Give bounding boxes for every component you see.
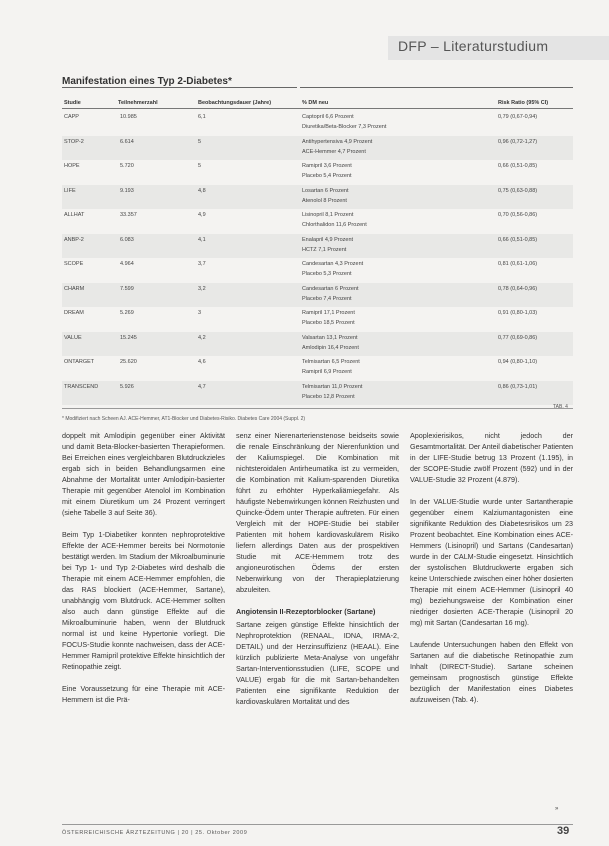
paragraph: Eine Voraussetzung für eine Therapie mit ACE-Hemmern ist die Prä- [62, 684, 225, 704]
table-row [62, 307, 573, 332]
cell-dauer: 4,6 [198, 359, 206, 365]
subheading: Angiotensin II-Rezeptorblocker (Sartane) [236, 607, 376, 616]
cell-dm-line-1: Telmisartan 6,5 Prozent [302, 359, 360, 365]
cell-dm-line-2: Placebo 5,3 Prozent [302, 271, 352, 277]
section-title: DFP – Literaturstudium [398, 38, 549, 54]
cell-dm-line-2: HCTZ 7,1 Prozent [302, 246, 347, 253]
table-row [62, 160, 573, 185]
cell-dm-line-1: Antihypertensiva 4,9 Prozent [302, 138, 373, 145]
text-column-2 [236, 430, 399, 718]
cell-studie: ANBP-2 [64, 236, 84, 243]
cell-dm-line-1: Captopril 6,6 Prozent [302, 114, 354, 120]
paragraph: Laufende Untersuchungen haben den Effekt von Sartanen auf die diabetische Retinopathie zum Inhalt (DIRECT-Studie). Sartane scheinen gemeinsam prognostisch günstige Effekte bezüglich der Manifestation eines Diabetes aufzuweisen (Tab. 4). [410, 640, 573, 704]
cell-dm-line-2: Chlorthalidon 11,6 Prozent [302, 222, 367, 228]
cell-risk: 0,78 (0,64-0,96) [498, 285, 538, 292]
cell-teilnehmer: 33.357 [120, 212, 137, 218]
cell-dm-line-2: Amlodipin 16,4 Prozent [302, 344, 359, 351]
cell-studie: ALLHAT [64, 212, 85, 218]
cell-dauer: 4,9 [198, 212, 206, 218]
cell-dauer: 5 [198, 163, 202, 169]
cell-teilnehmer: 15.245 [120, 334, 137, 341]
cell-teilnehmer: 6.083 [120, 236, 134, 243]
cell-risk: 0,79 (0,67-0,94) [498, 114, 538, 120]
col-header-risk: Risk Ratio (95% CI) [498, 100, 549, 106]
cell-dm-line-1: Ramipril 3,6 Prozent [302, 163, 352, 169]
col-header-dauer: Beobachtungsdauer (Jahre) [198, 100, 272, 106]
table-end-rule [62, 408, 573, 409]
cell-dauer: 3,7 [198, 261, 206, 267]
cell-dm-line-1: Telmisartan 11,0 Prozent [302, 383, 363, 390]
page-number: 39 [557, 825, 570, 837]
cell-studie: CHARM [64, 285, 85, 292]
col-header-dm: % DM neu [302, 100, 329, 106]
cell-teilnehmer: 25.620 [120, 359, 137, 365]
paragraph: Sartane zeigen günstige Effekte hinsichtlich der Nephroprotektion (RENAAL, IDNA, IRMA-2, DETAIL) und der Herzinsuffizienz (HEAAL). Eine kürzlich publizierte Meta-Analyse von ungefähr Sartan-Interventionsstudien (LIFE, SCOPE und VALUE) ergab für die mit Sartan-behandelten Patienten eine signifikante Reduktion der kardiovaskulären Mortalität und des [236, 620, 399, 706]
cell-risk: 0,86 (0,73-1,01) [498, 383, 538, 390]
cell-risk: 0,81 (0,61-1,06) [498, 261, 538, 267]
cell-teilnehmer: 5.720 [120, 163, 134, 169]
col-header-teilnehmer: Teilnehmerzahl [118, 100, 158, 106]
cell-studie: VALUE [64, 334, 82, 341]
table-row [62, 185, 573, 210]
cell-dauer: 4,7 [198, 383, 206, 390]
table-footnote: * Modifiziert nach Scheen AJ. ACE-Hemmer, AT1-Blocker und Diabetes-Risiko. Diabetes Care 2004 (Suppl. 2) [62, 416, 306, 422]
cell-dauer: 6,1 [198, 114, 206, 120]
table-row [62, 332, 573, 357]
cell-dm-line-2: Diuretika/Beta-Blocker 7,3 Prozent [302, 124, 387, 130]
cell-dauer: 3 [198, 310, 202, 316]
cell-studie: ONTARGET [64, 359, 95, 365]
table-label: TAB. 4 [553, 404, 568, 410]
paragraph: Apoplexierisikos, nicht jedoch der Gesamtmortalität. Der Anteil diabetischer Patienten in der LIFE-Studie betrug 13 Prozent (1.195), in der SCOPE-Studie zwölf Prozent (592) und in der VALUE-Studie 32 Prozent (4.879). [410, 431, 573, 484]
cell-dm-line-2: Placebo 7,4 Prozent [302, 295, 352, 302]
footer-publication: ÖSTERREICHISCHE ÄRZTEZEITUNG | 20 | 25. Oktober 2009 [62, 830, 248, 836]
cell-dauer: 4,2 [198, 334, 206, 341]
paragraph: doppelt mit Amlodipin gegenüber einer Aktivität und damit Beta-Blocker-basierten Therapieformen. Bei Erreichen eines vergleichbaren Blutdruckzieles ergab sich in beiden Behandlungsarmen eine Abnahme der Mortalität unter Amlodipin-basierter Therapie mit gegenüber Atenolol im Kombination mit einem Diuretikum um 24 Prozent verringert (siehe Tabelle 3 auf Seite 36). [62, 431, 225, 517]
cell-teilnehmer: 4.964 [120, 261, 134, 267]
table-title: Manifestation eines Typ 2-Diabetes* [62, 76, 232, 87]
end-mark: » [555, 806, 559, 812]
table-row [62, 356, 573, 381]
cell-dm-line-1: Enalapril 4,9 Prozent [302, 236, 354, 243]
cell-teilnehmer: 9.193 [120, 187, 134, 194]
table-row [62, 283, 573, 308]
table-row [62, 381, 573, 406]
cell-risk: 0,91 (0,80-1,03) [498, 310, 538, 316]
cell-studie: CAPP [64, 114, 79, 120]
cell-risk: 0,96 (0,72-1,27) [498, 138, 538, 145]
cell-dauer: 5 [198, 138, 202, 145]
cell-teilnehmer: 7.599 [120, 285, 134, 292]
cell-dm-line-1: Candesartan 6 Prozent [302, 285, 359, 292]
cell-dm-line-1: Candesartan 4,3 Prozent [302, 261, 364, 267]
paragraph: In der VALUE-Studie wurde unter Sartantherapie gegenüber einem Kalziumantagonisten eine signifikante Reduktion des Diabetesrisikos um 23 Prozent beobachtet. Eine Kombination eines ACE-Hemmers (Lisinopril) und Sartans (Candesartan) wurde in der CALM-Studie eingesetzt. Hinsichtlich der systolischen Blutdruckwerte ergaben sich keine Unterschiede zwischen einer höher dosierten Therapie mit einem ACE-Hemmer (Lisinopril 40 mg) beziehungsweise der Kombination einer niedriger dosierten ACE-Therapie (Lisinopril 20 mg) mit Sartan (Candesartan 16 mg). [410, 497, 574, 627]
table-row [62, 111, 573, 136]
cell-teilnehmer: 5.926 [120, 383, 134, 390]
cell-studie: DREAM [64, 310, 84, 316]
cell-risk: 0,70 (0,56-0,86) [498, 212, 538, 218]
title-rule-right [300, 87, 573, 88]
cell-dm-line-1: Lisinopril 8,1 Prozent [302, 212, 354, 218]
cell-dm-line-2: Ramipril 6,9 Prozent [302, 369, 352, 375]
table-row [62, 136, 573, 161]
cell-dm-line-1: Valsartan 13,1 Prozent [302, 334, 358, 341]
cell-dm-line-2: Placebo 5,4 Prozent [302, 173, 352, 179]
cell-dm-line-2: Placebo 18,5 Prozent [302, 320, 355, 326]
cell-dm-line-1: Losartan 6 Prozent [302, 187, 349, 194]
cell-dauer: 4,1 [198, 236, 206, 243]
cell-risk: 0,94 (0,80-1,10) [498, 359, 538, 365]
cell-dm-line-2: Placebo 12,8 Prozent [302, 393, 355, 400]
col-header-studie: Studie [64, 100, 81, 106]
cell-studie: SCOPE [64, 261, 84, 267]
cell-dm-line-2: ACE-Hemmer 4,7 Prozent [302, 148, 366, 155]
cell-teilnehmer: 6.614 [120, 138, 134, 145]
cell-dm-line-1: Ramipril 17,1 Prozent [302, 310, 355, 316]
table-row [62, 234, 573, 259]
cell-risk: 0,66 (0,51-0,85) [498, 236, 538, 243]
cell-dauer: 3,2 [198, 285, 206, 292]
cell-studie: LIFE [64, 187, 76, 194]
cell-studie: STOP-2 [64, 138, 84, 145]
footer-rule [62, 824, 573, 825]
paragraph: senz einer Nierenarterienstenose beidseits sowie die renale Einschränkung der Nierenfunktion und der Kaliumspiegel. Die Kombination mit nichtsteroidalen Antirheumatika ist zu vermeiden, die Kombination mit Kalium-sparenden Diuretika führt zu erhöhter Hyperkaliämiegefahr. Als häufigste Nebenwirkungen können Reizhusten und Quincke-Ödem unter Therapie auftreten. Für einen Vergleich mit der HOPE-Studie bei stabiler Patienten mit hohem kardiovaskulärem Risiko liefern allerdings Daten aus der prospektiven Studie mit ACE-Hemmern trotz des angioneurotischen Ödems der ersten Nebenwirkung von der Therapieplatzierung abzuleiten. [236, 431, 399, 594]
text-column-1 [62, 430, 225, 716]
cell-risk: 0,75 (0,63-0,88) [498, 187, 538, 194]
cell-dm-line-2: Atenolol 8 Prozent [302, 197, 347, 204]
table-row [62, 258, 573, 283]
table-row [62, 209, 573, 234]
cell-teilnehmer: 5.269 [120, 310, 134, 316]
text-column-3 [410, 430, 573, 716]
cell-teilnehmer: 10.985 [120, 114, 137, 120]
cell-risk: 0,66 (0,51-0,85) [498, 163, 538, 169]
cell-studie: TRANSCEND [64, 383, 99, 390]
title-rule [62, 87, 297, 88]
cell-studie: HOPE [64, 163, 80, 169]
paragraph: Beim Typ 1-Diabetiker konnten nephroprotektive Effekte der ACE-Hemmer bereits bei Normotonie bestätigt werden. Im Stadium der Mikroalbuminurie bei Typ 1- und Typ 2-Diabetes wird deshalb die Therapie mit einem ACE-Hemmer empfohlen, die das RAS blockiert (ACE-Hemmer, Sartane), unabhängig vom Blutdruck. ACE-Hemmer sollten also auch dann günstige Effekte auf die Mikroalbuminurie haben, wenn der Blutdruck normal ist und keine Hypertonie vorliegt. Die FOCUS-Studie konnte nachweisen, dass der ACE-Hemmer Ramipril protektive Effekte hinsichtlich der Retinopathie zeigt. [62, 530, 225, 671]
cell-dauer: 4,8 [198, 187, 206, 194]
cell-risk: 0,77 (0,69-0,86) [498, 334, 538, 341]
header-rule [62, 108, 573, 109]
